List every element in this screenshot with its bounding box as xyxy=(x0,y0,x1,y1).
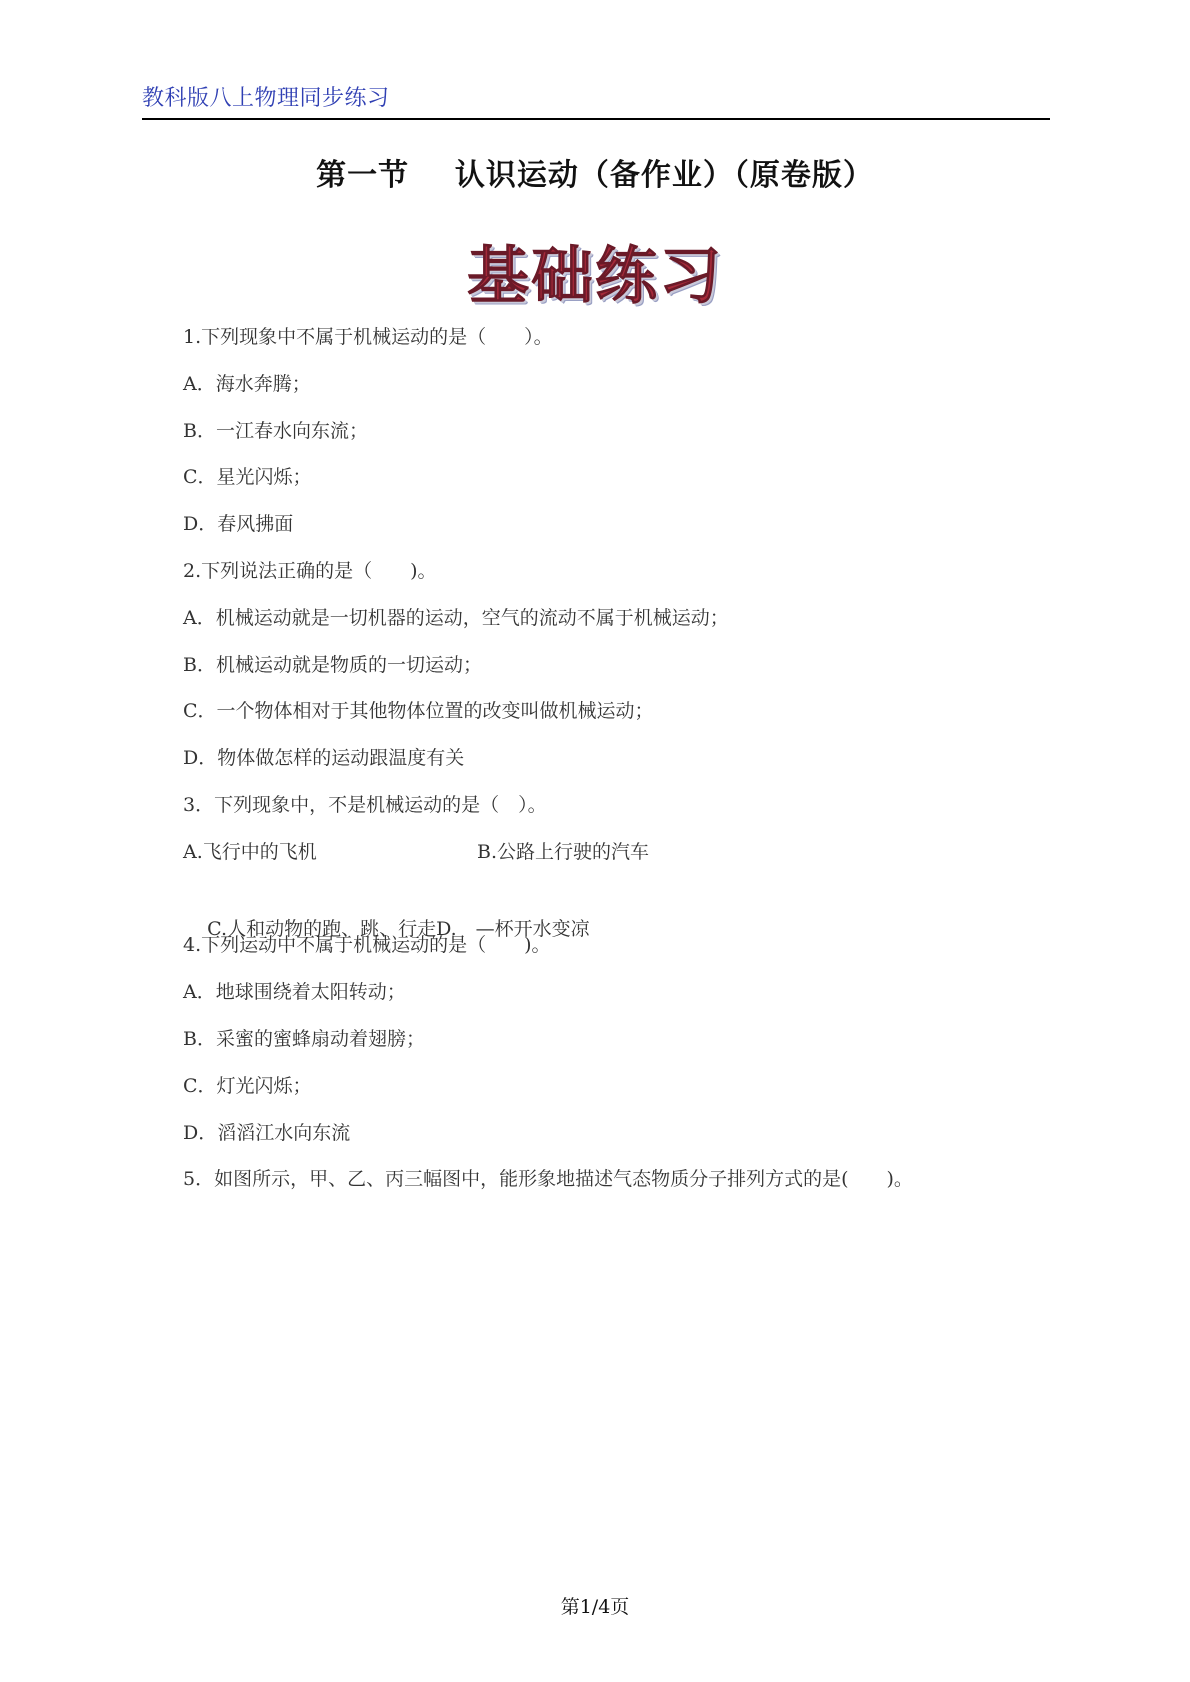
question-3-option-row xyxy=(183,837,1043,884)
question-4-stem: 4.下列运动中不属于机械运动的是（ )。 xyxy=(183,934,551,957)
question-1-option-b: B．一江春水向东流； xyxy=(183,419,368,442)
header-title: 教科版八上物理同步练习 xyxy=(142,86,390,111)
question-4-option-a: A．地球围绕着太阳转动； xyxy=(183,981,406,1004)
question-2-option-a: A．机械运动就是一切机器的运动，空气的流动不属于机械运动； xyxy=(183,606,729,629)
question-3-option-c: C.人和动物的跑、跳、行走 xyxy=(207,917,437,940)
question-1-option-a: A．海水奔腾； xyxy=(183,372,311,395)
question-1-option-d: D．春风拂面 xyxy=(183,513,294,536)
question-2-option-b: B．机械运动就是物质的一切运动； xyxy=(183,653,482,676)
question-4-option-d: D．滔滔江水向东流 xyxy=(183,1121,351,1144)
question-4-option-b: B．采蜜的蜜蜂扇动着翅膀； xyxy=(183,1027,425,1050)
question-3-option-a: A.飞行中的飞机 xyxy=(183,840,317,863)
question-3-option-d: D. —杯开水变凉 xyxy=(436,917,590,940)
page-header xyxy=(142,86,1050,120)
question-5-stem: 5．如图所示，甲、乙、丙三幅图中，能形象地描述气态物质分子排列方式的是( )。 xyxy=(183,1168,913,1191)
document-title: 第一节 认识运动（备作业）（原卷版） xyxy=(316,158,874,193)
section-banner: 基础练习 xyxy=(466,239,723,312)
question-3-option-b: B.公路上行驶的汽车 xyxy=(477,840,650,863)
page-number: 第1/4页 xyxy=(560,1596,630,1618)
question-4-option-c: C．灯光闪烁； xyxy=(183,1074,312,1097)
question-3-stem: 3．下列现象中，不是机械运动的是（ ）。 xyxy=(183,793,547,816)
question-2-option-c: C．一个物体相对于其他物体位置的改变叫做机械运动； xyxy=(183,700,654,723)
question-2-stem: 2.下列说法正确的是（ )。 xyxy=(183,559,437,582)
question-1-stem: 1.下列现象中不属于机械运动的是（ ）。 xyxy=(183,326,553,348)
question-2-option-d: D．物体做怎样的运动跟温度有关 xyxy=(183,747,465,770)
question-1-option-c: C．星光闪烁； xyxy=(183,466,312,489)
question-list xyxy=(183,322,1043,1211)
question-3-option-row xyxy=(183,884,1043,940)
